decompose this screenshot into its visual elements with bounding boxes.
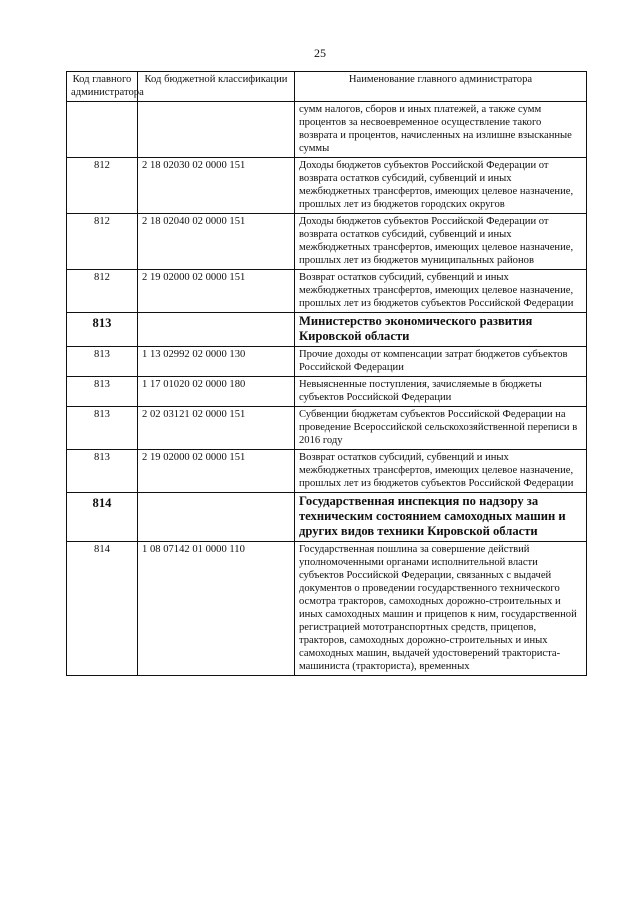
budget-code-cell: 2 19 02000 02 0000 151 xyxy=(138,270,295,313)
budget-code-cell xyxy=(138,102,295,158)
admin-code-cell: 814 xyxy=(67,493,138,542)
admin-name-cell: сумм налогов, сборов и иных платежей, а также сумм процентов за несвоевременное осуществление такого возврата и процентов, начисленных на излишне взысканные суммы xyxy=(295,102,587,158)
table-row xyxy=(67,377,587,407)
admin-name-cell: Невыясненные поступления, зачисляемые в бюджеты субъектов Российской Федерации xyxy=(295,377,587,407)
budget-code-cell: 1 08 07142 01 0000 110 xyxy=(138,542,295,676)
budget-code-cell xyxy=(138,493,295,542)
table-row xyxy=(67,407,587,450)
admin-name-cell: Возврат остатков субсидий, субвенций и иных межбюджетных трансфертов, имеющих целевое назначение, прошлых лет из бюджетов субъектов Российской Федерации xyxy=(295,270,587,313)
table-row xyxy=(67,270,587,313)
admin-code-cell: 813 xyxy=(67,450,138,493)
admin-code-cell: 812 xyxy=(67,214,138,270)
table-row xyxy=(67,158,587,214)
admin-name-cell: Министерство экономического развития Кировской области xyxy=(295,313,587,347)
admin-name-cell: Государственная пошлина за совершение действий уполномоченными органами исполнительной власти субъектов Российской Федерации, связанных с выдачей документов о проведении государственного технического осмотра тракторов, самоходных дорожно-строительных и иных самоходных машин и прицепов к ним, государственной регистрацией мототранспортных средств, прицепов, тракторов, самоходных дорожно-строительных и иных самоходных машин, выдачей удостоверений тракториста-машиниста (тракториста), временных xyxy=(295,542,587,676)
table-row xyxy=(67,542,587,676)
budget-code-cell: 1 17 01020 02 0000 180 xyxy=(138,377,295,407)
budget-code-cell: 2 02 03121 02 0000 151 xyxy=(138,407,295,450)
budget-code-cell xyxy=(138,313,295,347)
admin-name-cell: Возврат остатков субсидий, субвенций и иных межбюджетных трансфертов, имеющих целевое назначение, прошлых лет из бюджетов субъектов Российской Федерации xyxy=(295,450,587,493)
column-header-budget-code: Код бюджетной классификации xyxy=(138,72,295,102)
column-header-admin-name: Наименование главного администратора xyxy=(295,72,587,102)
admin-code-cell: 813 xyxy=(67,313,138,347)
admin-code-cell: 814 xyxy=(67,542,138,676)
admin-code-cell: 813 xyxy=(67,407,138,450)
administrator-header-row xyxy=(67,313,587,347)
admin-code-cell: 813 xyxy=(67,347,138,377)
admin-name-cell: Доходы бюджетов субъектов Российской Федерации от возврата остатков субсидий, субвенций и иных межбюджетных трансфертов, имеющих целевое назначение, прошлых лет из бюджетов городских округов xyxy=(295,158,587,214)
admin-name-cell: Государственная инспекция по надзору за техническим состоянием самоходных машин и других видов техники Кировской области xyxy=(295,493,587,542)
table-row xyxy=(67,347,587,377)
budget-code-cell: 2 19 02000 02 0000 151 xyxy=(138,450,295,493)
budget-classification-table xyxy=(66,71,587,676)
table-row xyxy=(67,102,587,158)
admin-name-cell: Субвенции бюджетам субъектов Российской Федерации на проведение Всероссийской сельскохозяйственной переписи в 2016 году xyxy=(295,407,587,450)
admin-code-cell: 813 xyxy=(67,377,138,407)
admin-code-cell: 812 xyxy=(67,270,138,313)
table-body xyxy=(67,102,587,676)
table-row xyxy=(67,450,587,493)
budget-code-cell: 2 18 02040 02 0000 151 xyxy=(138,214,295,270)
page-number: 25 xyxy=(314,46,326,60)
column-header-admin-code: Код главного администратора xyxy=(67,72,138,102)
budget-code-cell: 1 13 02992 02 0000 130 xyxy=(138,347,295,377)
table-header-row xyxy=(67,72,587,102)
budget-code-cell: 2 18 02030 02 0000 151 xyxy=(138,158,295,214)
admin-name-cell: Доходы бюджетов субъектов Российской Федерации от возврата остатков субсидий, субвенций и иных межбюджетных трансфертов, имеющих целевое назначение, прошлых лет из бюджетов муниципальных районов xyxy=(295,214,587,270)
admin-name-cell: Прочие доходы от компенсации затрат бюджетов субъектов Российской Федерации xyxy=(295,347,587,377)
admin-code-cell xyxy=(67,102,138,158)
administrator-header-row xyxy=(67,493,587,542)
admin-code-cell: 812 xyxy=(67,158,138,214)
table-row xyxy=(67,214,587,270)
